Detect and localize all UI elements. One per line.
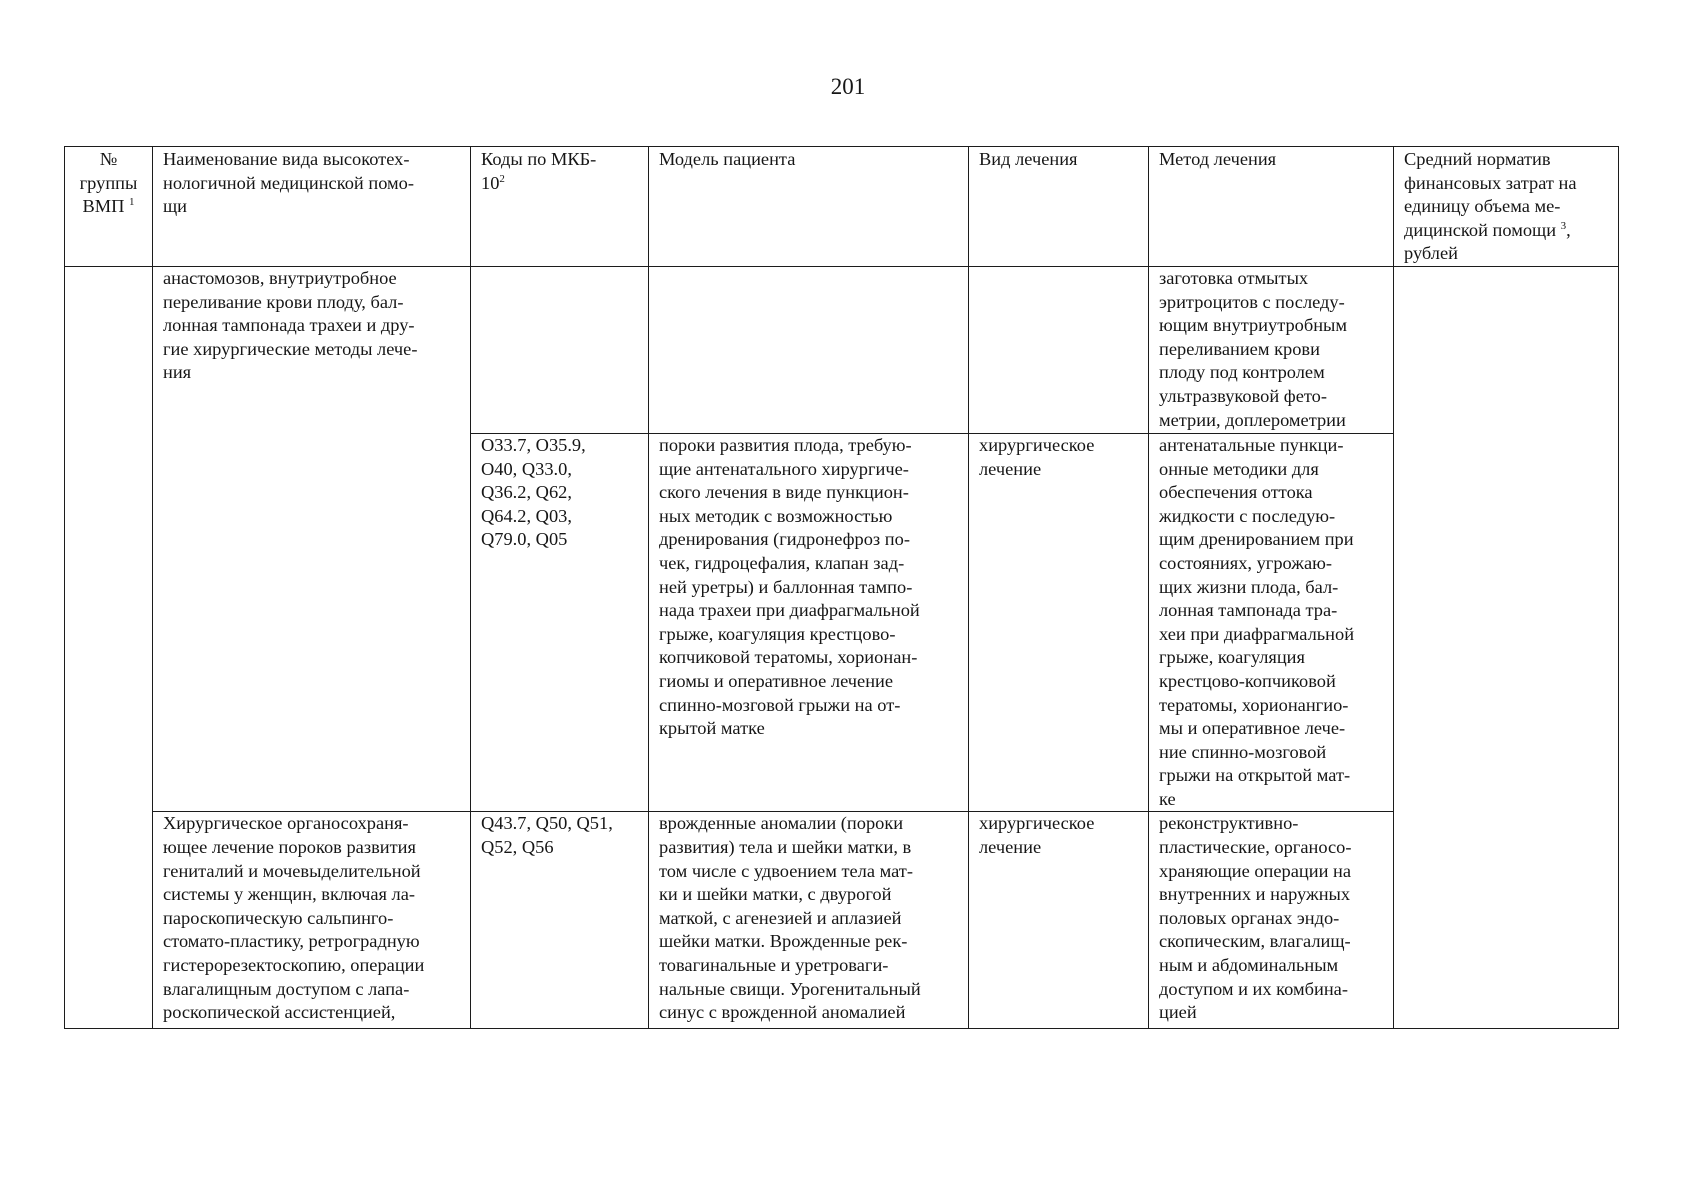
header-patient-model: [649, 147, 969, 267]
care-name-text: анастомозов, внутриутробное переливание крови плоду, бал- лонная тампонада трахеи и дру- гие хирургические методы лече- ния: [163, 267, 418, 383]
header-treatment-method-text: Метод лечения: [1159, 149, 1277, 169]
patient-model-text: пороки развития плода, требую- щие антенатального хирургиче- ского лечения в виде пункцион- ных методик с возможностью дренирования (гидронефроз по- чек, гидроцефалия, клапан зад- ней уретры) и баллонная тампо- нада трахеи при диафрагмальной грыже, коагуляция крестцово- копчиковой тератомы, хорионан- гиомы и оперативное лечение спинно-мозговой грыжи на от- крытой матке: [659, 434, 920, 739]
treatment-type-text: хирургическое лечение: [979, 434, 1095, 479]
care-name-cell: [153, 812, 471, 1029]
header-icd-codes-text: Коды по МКБ- 10: [481, 149, 597, 193]
page-number: 201: [830, 74, 866, 99]
care-name-cell: [153, 266, 471, 812]
footnote-3-marker: 3: [1560, 219, 1567, 232]
header-patient-model-text: Модель пациента: [659, 149, 796, 169]
treatment-type-cell: [969, 812, 1149, 1029]
header-icd-codes: [471, 147, 649, 267]
patient-model-cell: [649, 433, 969, 812]
treatment-method-cell: [1149, 433, 1394, 812]
group-number-cell: [65, 266, 153, 1029]
header-cost: [1394, 147, 1619, 267]
care-name-text: Хирургическое органосохраня- ющее лечение пороков развития гениталий и мочевыделительной системы у женщин, включая ла- пароскопическую сальпинго- стомато-пластику, ретроградную гистерорезектоскопию, операции влагалищным доступом с лапа- роскопической ассистенцией,: [163, 813, 425, 1023]
footnote-1-marker: 1: [129, 196, 135, 209]
header-treatment-method: [1149, 147, 1394, 267]
header-care-name-text: Наименование вида высокотех- нологичной медицинской помо- щи: [163, 149, 415, 217]
treatment-method-text: заготовка отмытых эритроцитов с последу- ющим внутриутробным переливанием крови плоду под контролем ультразвуковой фето- метрии, доплерометрии: [1159, 267, 1348, 430]
icd-codes-text: Q43.7, Q50, Q51, Q52, Q56: [481, 813, 613, 858]
header-care-name: [153, 147, 471, 267]
icd-codes-cell: [471, 812, 649, 1029]
icd-codes-cell: [471, 266, 649, 433]
treatment-type-text: хирургическое лечение: [979, 813, 1095, 858]
treatment-type-cell: [969, 433, 1149, 812]
table-row: [65, 812, 1619, 1029]
table-row: [65, 266, 1619, 433]
treatment-method-cell: [1149, 266, 1394, 433]
header-treatment-type-text: Вид лечения: [979, 149, 1078, 169]
treatment-method-text: антенатальные пункци- онные методики для обеспечения оттока жидкости с последую- щим дренированием при состояниях, угрожаю- щих жизни плода, бал- лонная тампонада тра- хеи при диафрагмальной грыже, коагуляция крестцово-копчиковой тератомы, хорионангио- мы и оперативное лече- ние спинно-мозговой грыжи на открытой мат- ке: [1159, 434, 1355, 809]
header-cost-unit: , рублей: [1404, 219, 1571, 264]
table-header-row: [65, 147, 1619, 267]
header-group-number: [65, 147, 153, 267]
icd-codes-text: O33.7, O35.9, O40, Q33.0, Q36.2, Q62, Q64.2, Q03, Q79.0, Q05: [481, 434, 586, 550]
patient-model-cell: [649, 812, 969, 1029]
treatment-method-cell: [1149, 812, 1394, 1029]
treatment-method-text: реконструктивно- пластические, органосо- храняющие операции на внутренних и наружных половых органах эндо- скопическим, влагалищ- ным и абдоминальным доступом и их комбина- цией: [1159, 813, 1352, 1023]
header-group-number-text: № группы ВМП: [79, 149, 138, 217]
cost-cell: [1394, 266, 1619, 1029]
patient-model-cell: [649, 266, 969, 433]
treatment-type-cell: [969, 266, 1149, 433]
footnote-2-marker: 2: [499, 172, 505, 185]
patient-model-text: врожденные аномалии (пороки развития) тела и шейки матки, в том числе с удвоением тела мат- ки и шейки матки, с двурогой маткой, с агенезией и аплазией шейки матки. Врожденные рек- товагинальные и уретроваги- нальные свищи. Урогенитальный синус с врожденной аномалией: [659, 813, 921, 1023]
vmp-table: [64, 146, 1619, 1029]
header-cost-text: Средний норматив финансовых затрат на единицу объема ме- дицинской помощи: [1404, 149, 1577, 240]
icd-codes-cell: [471, 433, 649, 812]
header-treatment-type: [969, 147, 1149, 267]
